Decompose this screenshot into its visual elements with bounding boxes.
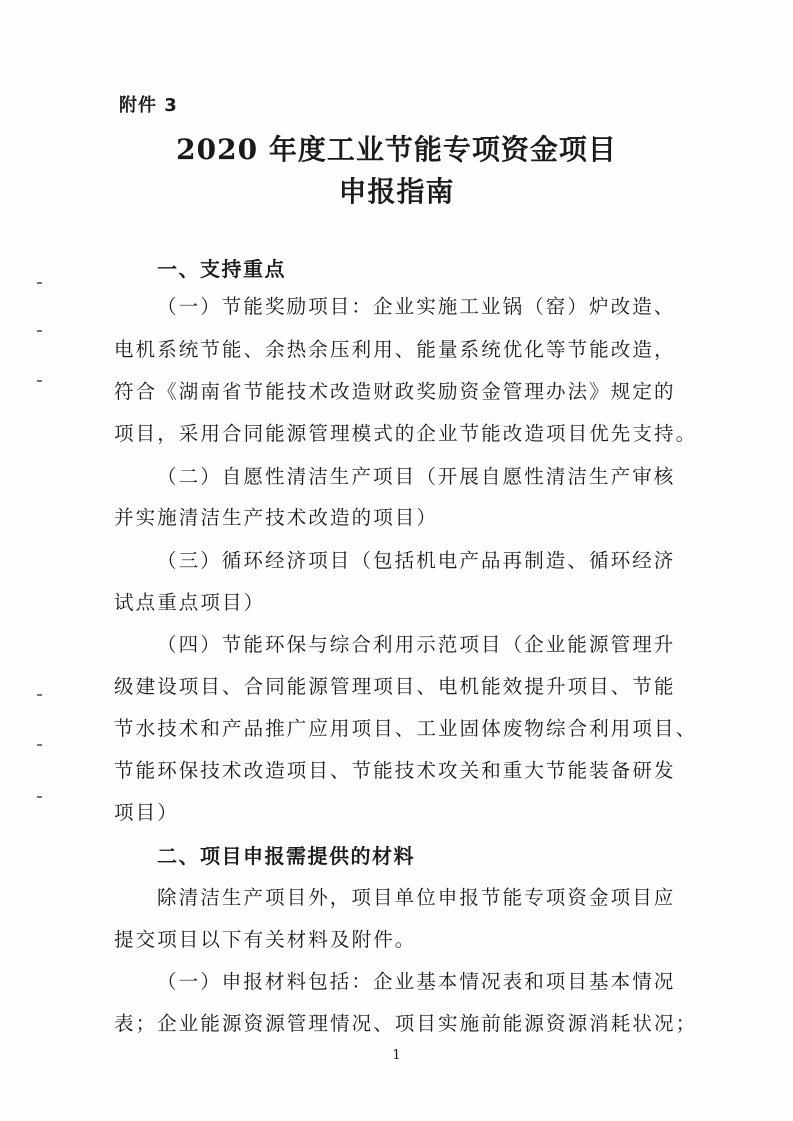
paragraph-line: 并实施清洁生产技术改造的项目） <box>114 506 439 529</box>
document-title-line-2: 申报指南 <box>338 175 455 208</box>
scan-mark <box>37 330 42 332</box>
paragraph-line: （三）循环经济项目（包括机电产品再制造、循环经济 <box>157 549 676 572</box>
paragraph-line: 表；企业能源资源管理情况、项目实施前能源资源消耗状况； <box>114 1012 698 1035</box>
paragraph-line: 节能环保技术改造项目、节能技术攻关和重大节能装备研发 <box>114 759 676 782</box>
scan-mark <box>37 796 42 798</box>
paragraph-line: （一）申报材料包括：企业基本情况表和项目基本情况 <box>157 970 676 993</box>
scan-mark <box>37 694 42 696</box>
paragraph-line: 试点重点项目） <box>114 591 266 614</box>
paragraph-line: 电机系统节能、余热余压利用、能量系统优化等节能改造， <box>114 338 676 361</box>
paragraph-line: 级建设项目、合同能源管理项目、电机能效提升项目、节能 <box>114 675 676 698</box>
section-1-heading: 一、支持重点 <box>157 257 286 281</box>
paragraph-line: （二）自愿性清洁生产项目（开展自愿性清洁生产审核 <box>157 465 676 488</box>
section-2-heading: 二、项目申报需提供的材料 <box>157 844 415 868</box>
paragraph-line: 节水技术和产品推广应用项目、工业固体废物综合利用项目、 <box>114 717 698 740</box>
document-title-line-1: 2020 年度工业节能专项资金项目 <box>176 133 617 166</box>
paragraph-line: 符合《湖南省节能技术改造财政奖励资金管理办法》规定的 <box>114 380 676 403</box>
scan-mark <box>37 282 42 284</box>
scan-mark <box>37 744 42 746</box>
attachment-label: 附件 3 <box>119 95 178 116</box>
scan-mark <box>37 380 42 382</box>
paragraph-line: 项目，采用合同能源管理模式的企业节能改造项目优先支持。 <box>114 422 698 445</box>
paragraph-line: 除清洁生产项目外，项目单位申报节能专项资金项目应 <box>157 886 676 909</box>
page-number: 1 <box>392 1048 401 1063</box>
paragraph-line: 项目） <box>114 801 179 824</box>
paragraph-line: 提交项目以下有关材料及附件。 <box>114 928 417 951</box>
paragraph-line: （一）节能奖励项目：企业实施工业锅（窑）炉改造、 <box>157 295 676 318</box>
paragraph-line: （四）节能环保与综合利用示范项目（企业能源管理升 <box>157 633 676 656</box>
